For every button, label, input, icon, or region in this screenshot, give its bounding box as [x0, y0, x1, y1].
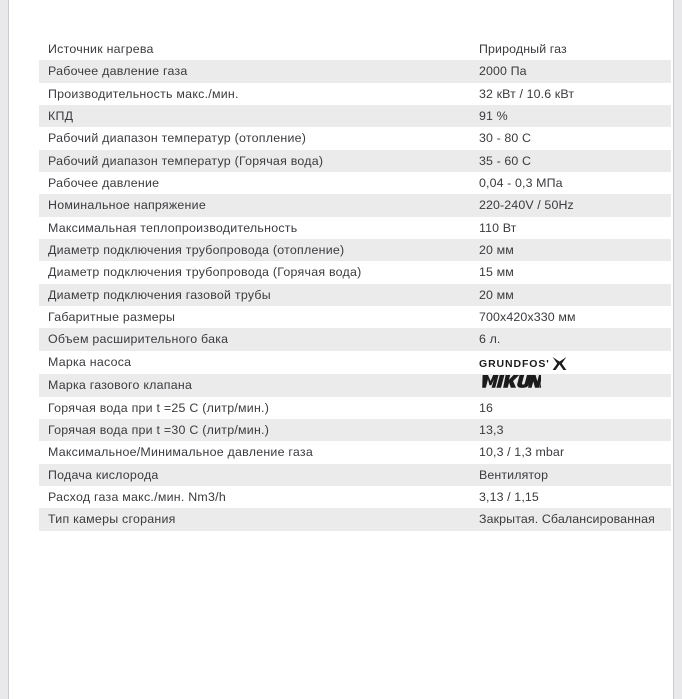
spec-value: 35 - 60 C: [479, 153, 532, 168]
spec-value: 6 л.: [479, 332, 501, 347]
table-row: [39, 351, 671, 374]
spec-parameter-label: Горячая вода при t =30 C (литр/мин.): [48, 422, 270, 437]
document-page: [8, 0, 674, 699]
table-row: [39, 105, 671, 127]
table-row: [39, 284, 671, 306]
table-row: [39, 83, 671, 105]
spec-parameter-label: Марка газового клапана: [48, 378, 193, 393]
spec-value: 2000 Па: [479, 64, 527, 79]
spec-value: Закрытая. Сбалансированная: [479, 512, 655, 527]
table-row: [39, 441, 671, 463]
spec-parameter-label: Габаритные размеры: [48, 310, 176, 325]
table-row: [39, 172, 671, 194]
grundfos-logo: [479, 352, 568, 374]
grundfos-wordmark: GRUNDFOSʹ: [479, 357, 550, 370]
spec-value: 30 - 80 C: [479, 131, 532, 146]
spec-value: [463, 351, 671, 374]
spec-value: 20 мм: [479, 287, 514, 302]
table-row: [39, 217, 671, 239]
spec-parameter-label: Рабочий диапазон температур (Горячая вода): [48, 153, 324, 168]
spec-parameter-label: Максимальная теплопроизводительность: [48, 220, 298, 235]
table-row: [39, 397, 671, 419]
table-row: [39, 194, 671, 216]
spec-value: 16: [479, 400, 494, 415]
mikuni-logo: [479, 374, 541, 396]
table-row: [39, 127, 671, 149]
table-row: [39, 60, 671, 82]
spec-parameter-label: Производительность макс./мин.: [48, 86, 239, 101]
spec-parameter-label: Диаметр подключения газовой трубы: [48, 287, 271, 302]
grundfos-x-mark-icon: [551, 355, 568, 372]
spec-value: 220-240V / 50Hz: [479, 198, 574, 213]
spec-parameter-label: Рабочее давление газа: [48, 64, 188, 79]
spec-parameter-label: Диаметр подключения трубопровода (Горячая вода): [48, 265, 362, 280]
table-row: [39, 508, 671, 530]
table-row: [39, 374, 671, 396]
table-row: [39, 419, 671, 441]
specifications-table: [39, 38, 671, 531]
spec-parameter-label: Рабочий диапазон температур (отопление): [48, 131, 307, 146]
spec-value: 32 кВт / 10.6 кВт: [479, 86, 575, 101]
spec-parameter-label: Горячая вода при t =25 C (литр/мин.): [48, 400, 270, 415]
spec-value: 3,13 / 1,15: [479, 489, 539, 504]
spec-parameter-label: Марка насоса: [48, 355, 132, 370]
table-row: [39, 464, 671, 486]
table-row: [39, 261, 671, 283]
spec-parameter-label: Источник нагрева: [48, 42, 154, 56]
table-row: [39, 239, 671, 261]
spec-value: 20 мм: [479, 243, 514, 258]
spec-parameter-label: Рабочее давление: [48, 176, 160, 191]
spec-parameter-label: Расход газа макс./мин. Nm3/h: [48, 489, 226, 504]
spec-parameter-label: Объем расширительного бака: [48, 332, 229, 347]
table-row: [39, 38, 671, 60]
spec-parameter-label: Максимальное/Минимальное давление газа: [48, 445, 313, 460]
table-row: [39, 328, 671, 350]
spec-parameter-label: Подача кислорода: [48, 467, 159, 482]
spec-value: 700x420x330 мм: [479, 310, 576, 325]
spec-value: 0,04 - 0,3 МПа: [479, 176, 563, 191]
spec-value: 10,3 / 1,3 mbar: [479, 445, 565, 460]
spec-value: Вентилятор: [479, 467, 549, 482]
table-row: [39, 150, 671, 172]
spec-parameter-label: Тип камеры сгорания: [48, 512, 176, 527]
spec-parameter-label: Номинальное напряжение: [48, 198, 206, 213]
spec-value: 13,3: [479, 422, 504, 437]
spec-value: [463, 374, 671, 396]
spec-parameter-label: Диаметр подключения трубопровода (отопление): [48, 243, 345, 258]
table-row: [39, 306, 671, 328]
specifications-table-body: [39, 38, 671, 531]
spec-value: 15 мм: [479, 265, 514, 280]
spec-value: 91 %: [479, 109, 508, 124]
spec-value: 110 Вт: [479, 220, 517, 235]
spec-value: Природный газ: [479, 42, 567, 56]
table-row: [39, 486, 671, 508]
spec-parameter-label: КПД: [48, 109, 74, 124]
